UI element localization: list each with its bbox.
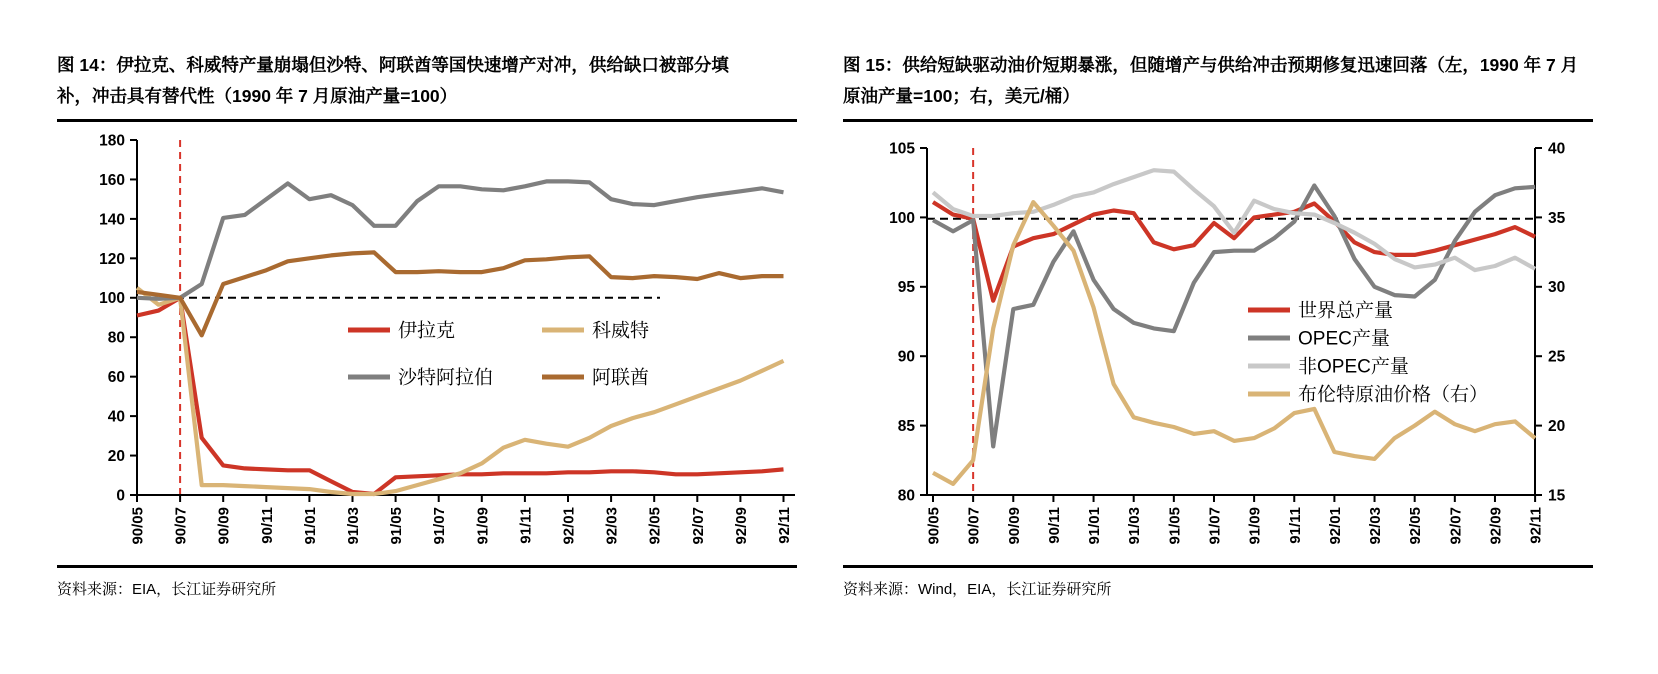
x-tick-label: 91/03 [1126, 507, 1144, 545]
x-tick-label: 90/09 [1005, 507, 1023, 545]
x-tick-label: 90/09 [215, 507, 233, 545]
x-tick-label: 91/05 [388, 507, 406, 545]
y-tick-label: 90 [897, 348, 915, 366]
legend-label-布伦特原油价格（右）: 布伦特原油价格（右） [1298, 384, 1489, 406]
x-tick-label: 92/01 [560, 507, 578, 545]
legend-label-科威特: 科威特 [592, 320, 650, 342]
y-tick-label: 160 [99, 171, 125, 189]
x-tick-label: 92/09 [732, 507, 750, 545]
y-tick-label: 105 [889, 140, 915, 158]
y-tick-label: 140 [99, 211, 125, 229]
legend-label-非OPEC产量: 非OPEC产量 [1298, 356, 1409, 378]
x-tick-label: 92/05 [646, 507, 664, 545]
x-tick-label: 92/11 [776, 507, 793, 544]
y2-tick-label: 40 [1548, 140, 1566, 158]
x-tick-label: 90/07 [172, 507, 190, 545]
x-tick-label: 92/05 [1407, 507, 1425, 545]
y-tick-label: 120 [99, 250, 125, 268]
x-tick-label: 91/07 [1206, 507, 1224, 545]
y-tick-label: 100 [99, 290, 125, 308]
x-tick-label: 91/09 [474, 507, 492, 545]
x-tick-label: 92/03 [1367, 507, 1385, 545]
x-tick-label: 91/09 [1246, 507, 1264, 545]
figure14-line-chart [45, 125, 815, 550]
y-tick-label: 95 [897, 279, 915, 297]
figure15-line-chart [843, 125, 1613, 550]
figure15-bottom-rule [843, 565, 1593, 568]
x-tick-label: 92/07 [1447, 507, 1465, 545]
x-tick-label: 92/11 [1527, 507, 1545, 544]
legend-label-阿联酋: 阿联酋 [592, 367, 650, 389]
series-line-阿联酋 [137, 252, 784, 335]
x-tick-label: 90/05 [925, 507, 943, 545]
x-tick-label: 92/09 [1487, 507, 1505, 545]
x-tick-label: 92/07 [689, 507, 707, 545]
x-tick-label: 91/01 [1086, 507, 1104, 545]
y-tick-label: 40 [107, 408, 125, 426]
x-tick-label: 90/05 [129, 507, 147, 545]
x-tick-label: 90/11 [258, 507, 276, 544]
x-tick-label: 91/05 [1166, 507, 1184, 545]
figure15-title: 图 15：供给短缺驱动油价短期暴涨，但随增产与供给冲击预期修复迅速回落（左，1990 年 7 月原油产量=100；右，美元/桶） [843, 55, 1579, 106]
x-tick-label: 90/11 [1045, 507, 1063, 544]
figure14-title: 图 14：伊拉克、科威特产量崩塌但沙特、阿联酋等国快速增产对冲，供给缺口被部分填补，冲击具有替代性（1990 年 7 月原油产量=100） [57, 55, 729, 106]
y-tick-label: 0 [116, 487, 125, 505]
x-tick-label: 91/11 [517, 507, 535, 544]
series-line-伊拉克 [137, 298, 784, 494]
y2-tick-label: 25 [1548, 348, 1566, 366]
legend-label-OPEC产量: OPEC产量 [1298, 328, 1390, 350]
x-tick-label: 90/07 [965, 507, 983, 545]
y2-tick-label: 20 [1548, 418, 1566, 436]
x-tick-label: 92/01 [1326, 507, 1344, 545]
y-tick-label: 80 [897, 487, 915, 505]
figure14-top-rule [57, 119, 797, 122]
y-tick-label: 85 [897, 418, 915, 436]
legend-label-沙特阿拉伯: 沙特阿拉伯 [398, 367, 494, 389]
series-line-科威特 [137, 288, 784, 494]
figure14-source: 资料来源：EIA，长江证券研究所 [57, 581, 277, 598]
y-tick-label: 180 [99, 132, 125, 150]
x-tick-label: 91/11 [1286, 507, 1304, 544]
figure15-source: 资料来源：Wind，EIA，长江证券研究所 [843, 581, 1112, 598]
y2-tick-label: 30 [1548, 279, 1566, 297]
y-tick-label: 60 [107, 369, 125, 387]
y-tick-label: 20 [107, 447, 125, 465]
x-tick-label: 92/03 [603, 507, 621, 545]
x-tick-label: 91/03 [345, 507, 362, 545]
x-tick-label: 91/01 [301, 507, 319, 545]
figure15-top-rule [843, 119, 1593, 122]
y-tick-label: 100 [889, 209, 915, 227]
y-tick-label: 80 [107, 329, 125, 347]
y2-tick-label: 15 [1548, 487, 1566, 505]
legend-label-世界总产量: 世界总产量 [1298, 300, 1394, 322]
x-tick-label: 91/07 [431, 507, 449, 545]
legend-label-伊拉克: 伊拉克 [398, 320, 456, 342]
y2-tick-label: 35 [1548, 209, 1566, 227]
figure14-bottom-rule [57, 565, 797, 568]
